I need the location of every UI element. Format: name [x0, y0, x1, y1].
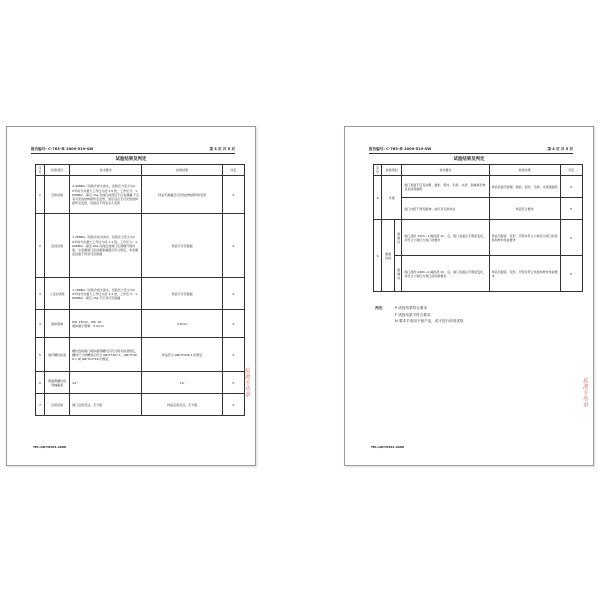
row-item: 阀杆螺纹检查 — [45, 338, 70, 372]
legend-row — [375, 318, 464, 325]
page-header — [31, 147, 235, 154]
col-header-item: 检验项目 — [382, 165, 402, 176]
table-row — [374, 198, 583, 220]
page-number: 第 3 页 共 5 页 — [209, 147, 235, 151]
row-requirement: 阀门浸泡 120h~1 酸溶液 1h，后，阀门表面应无明显变化，并符合公称压力阀门的要求 — [402, 220, 489, 256]
row-verdict: P — [222, 338, 244, 372]
table-row — [36, 278, 245, 310]
col-header-verdict: 评定 — [560, 165, 582, 176]
row-result: 样品启闭灵活，无卡阻 — [142, 394, 222, 416]
col-header-no: 序号 — [374, 165, 382, 176]
row-verdict: P — [222, 278, 244, 310]
row-item: 壳体试验 — [45, 176, 70, 214]
col-header-requirement: 技术要求 — [70, 165, 142, 176]
stamp-mark: 检测专用章 — [243, 367, 250, 397]
table-row — [374, 176, 583, 198]
row-no: 5 — [36, 338, 45, 372]
row-item: 上密封试验 — [45, 278, 70, 310]
row-item: 两端管螺纹的同轴偏差 — [45, 372, 70, 394]
row-item: 阀体壁厚 — [45, 310, 70, 338]
row-result: 样品无渗漏及可见的结构损伤和变形 — [142, 176, 222, 214]
report-page-3 — [6, 126, 256, 466]
row-sublabel: 耐酸性 — [395, 220, 402, 256]
row-no: 9 — [374, 220, 382, 292]
row-result: 样品表面无砂眼、缩松、裂纹、毛刺、夹渣等缺陷 — [489, 176, 560, 198]
table-row — [36, 310, 245, 338]
row-no: 6 — [36, 372, 45, 394]
col-header-verdict: 评定 — [222, 165, 244, 176]
results-table — [35, 164, 245, 416]
row-verdict: P — [560, 220, 582, 256]
row-requirement: 阀门内腔不得有脏物、油污及毛刺存在 — [402, 198, 489, 220]
row-item: 启闭试验 — [45, 394, 70, 416]
verdict-legend — [375, 305, 464, 325]
row-verdict: P — [560, 176, 582, 198]
row-verdict: P — [222, 214, 244, 278]
table-row — [374, 256, 583, 292]
table-row — [36, 214, 245, 278]
row-result: 样品无可见泄漏 — [142, 214, 222, 278]
row-no: 7 — [36, 394, 45, 416]
table-title: 试验结果及判定 — [115, 157, 147, 162]
row-result: 10' — [142, 372, 222, 394]
table-row — [36, 394, 245, 416]
stamp-mark: 检测专用章 — [581, 377, 588, 407]
row-verdict: P — [222, 310, 244, 338]
row-requirement: 1.76MPa（试验介质为淡水，试验压力至少为20℃时允许最大工作压力的 1.1 倍，工作压力：1.60MPa）,保压 15s,不应有可见泄漏 — [70, 278, 142, 310]
legend-item: N 要求不适用于相产品，或不进行该项试验 — [395, 319, 464, 323]
row-requirement: 1.76MPa（试验介质为淡水，试验压力至少为20℃时允许最大工作压力的 1.1 倍，工作压力：1.60MPa）,保压 60s,双向密封阀门应两侧分别试验，全金属阀门密封面泄漏量应符合规定，非金属密封面不得有可见泄漏 — [70, 214, 142, 278]
page-footer: TEL:GB/T8464-2008 — [371, 445, 405, 449]
row-result: 样品无可见泄漏 — [142, 278, 222, 310]
report-page-4 — [344, 126, 594, 466]
row-result: 样品符合要求 — [489, 198, 560, 220]
report-number: 报告编号: C-763-单 2009-519-SW — [369, 147, 432, 151]
legend-label: 判定： — [375, 306, 386, 310]
row-requirement: 阀门启闭灵活，无卡阻 — [70, 394, 142, 416]
row-requirement: 2.40MPa（试验介质为淡水，试验压力至少为20℃时允许最大工作压力的 1.5 倍，工作压力：1.60MPa）,保压 15s,壳体任何部位不应有渗漏,不应有可见的结构损伤及变形，加压后应无可见的结构损伤及变形，试验后不得有永久变形 — [70, 176, 142, 214]
table-title: 试验结果及判定 — [453, 157, 485, 162]
row-verdict: P — [222, 394, 244, 416]
col-header-result: 检验结果 — [489, 165, 560, 176]
table-row — [36, 176, 245, 214]
row-no: 4 — [36, 310, 45, 338]
row-result: 2.6mm — [142, 310, 222, 338]
page-header — [369, 147, 573, 154]
table-row — [374, 220, 583, 256]
col-header-requirement: 技术要求 — [402, 165, 489, 176]
table-header-row — [374, 165, 583, 176]
row-item: 耐腐性能 — [382, 220, 395, 292]
row-no: 3 — [36, 278, 45, 310]
col-header-no: 序号 — [36, 165, 45, 176]
page-footer: TEL:GB/T8464-2008 — [33, 445, 67, 449]
row-requirement: 阀门表面不应有砂眼、缩松、裂纹、毛刺、夹渣、金属氧化物及杂质等缺陷 — [402, 176, 489, 198]
row-no: 2 — [36, 214, 45, 278]
report-number: 报告编号: C-763-单 2009-519-SW — [31, 147, 94, 151]
row-item: 外观 — [382, 176, 402, 220]
row-result: 样品无脱落、变形、开裂并符合公称压力阀门的试验和材料性能要求 — [489, 220, 560, 256]
row-result: 样品无脱落、变形、开裂并符合试验和材料性能要求 — [489, 256, 560, 292]
col-header-item: 检验项目 — [45, 165, 70, 176]
row-verdict: P — [222, 372, 244, 394]
row-requirement: 阀门浸泡 240h~0 碱溶液 1h，后，阀门表面应无明显变化，并符合公称压力阀门的试验要求 — [402, 256, 489, 292]
results-table — [373, 164, 583, 292]
legend-item: P 试验结果符合要求 — [395, 306, 428, 310]
legend-item: F 试验结果不符合要求 — [395, 312, 431, 317]
row-sublabel: 耐碱性 — [395, 256, 402, 292]
row-requirement: DN: 25mm；PN: 16 阀体最小壁厚：5.0mm — [70, 310, 142, 338]
row-verdict: P — [222, 176, 244, 214]
row-verdict: P — [560, 256, 582, 292]
row-requirement: ≤1° — [70, 372, 142, 394]
row-verdict: P — [560, 198, 582, 220]
row-item: 密封试验 — [45, 214, 70, 278]
row-no: 1 — [36, 176, 45, 214]
page-number: 第 4 页 共 5 页 — [547, 147, 573, 151]
table-header-row — [36, 165, 245, 176]
row-no: 8 — [374, 176, 382, 220]
table-row — [36, 372, 245, 394]
row-requirement: 螺纹连接阀门阀体端部螺纹应符合相关标准规定，螺纹尺寸和精度应符合 GB/T7307.1、GB/T7306.1 或 GB/T12716 的规定 — [70, 338, 142, 372]
col-header-result: 检验结果 — [142, 165, 222, 176]
row-result: 样品符合 GB/T7306.1 的规定 — [142, 338, 222, 372]
table-row — [36, 338, 245, 372]
